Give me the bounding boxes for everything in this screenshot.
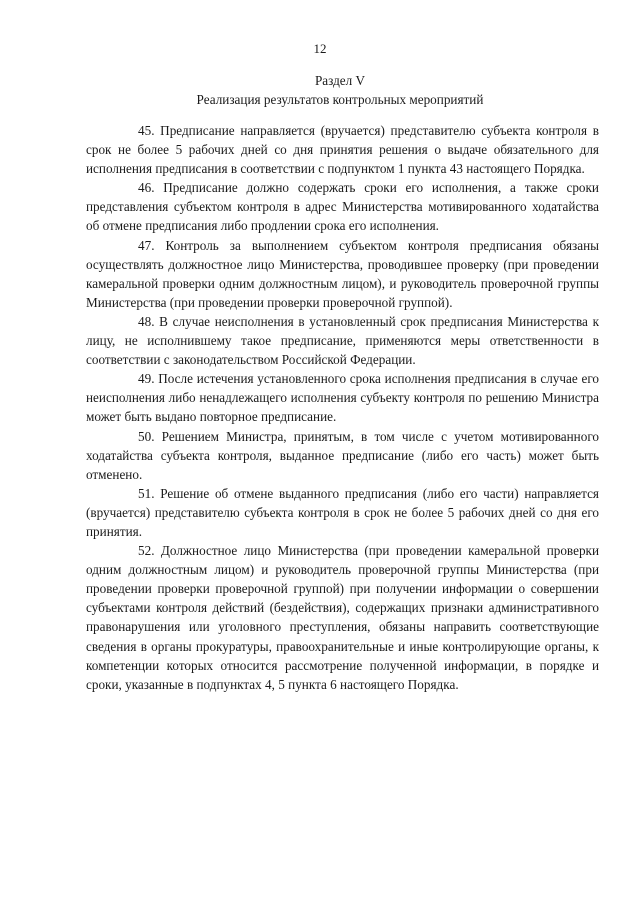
paragraph-46: 46. Предписание должно содержать сроки его исполнения, а также сроки представления субъектом контроля в адрес Министерства мотивированного ходатайства об отмене предписания либо продлении срока его исполнения. xyxy=(86,180,599,234)
document-body xyxy=(86,121,599,694)
section-subtitle: Реализация результатов контрольных мероприятий xyxy=(196,92,484,107)
paragraph-50: 50. Решением Министра, принятым, в том числе с учетом мотивированного ходатайства субъекта контроля, выданное предписание (либо его часть) может быть отменено. xyxy=(86,428,599,482)
page-number: 12 xyxy=(313,41,327,56)
section-title: Раздел V xyxy=(314,73,366,88)
paragraph-49: 49. После истечения установленного срока исполнения предписания в случае его неисполнения либо ненадлежащего исполнения субъекту контроля по решению Министра может быть выдано повторное предписание. xyxy=(86,371,599,425)
paragraph-51: 51. Решение об отмене выданного предписания (либо его части) направляется (вручается) представителю субъекта контроля в срок не более 5 рабочих дней со дня его принятия. xyxy=(86,485,599,539)
paragraph-48: 48. В случае неисполнения в установленный срок предписания Министерства к лицу, не исполнившему такое предписание, применяются меры ответственности в соответствии с законодательством Российской Федерации. xyxy=(86,313,599,368)
paragraph-47: 47. Контроль за выполнением субъектом контроля предписания обязаны осуществлять должностное лицо Министерства, проводившее проверку (при проведении камеральной проверки одним должностным лицом), и руководитель проверочной группы Министерства (при проведении проверки проверочной группой). xyxy=(86,237,599,310)
section-heading xyxy=(80,71,600,109)
paragraph-45: 45. Предписание направляется (вручается) представителю субъекта контроля в срок не более 5 рабочих дней со дня принятия решения о выдаче обязательного для исполнения предписания в соответствии с подпунктом 1 пункта 43 настоящего Порядка. xyxy=(86,123,599,177)
paragraph-52: 52. Должностное лицо Министерства (при проведении камеральной проверки одним должностным лицом) и руководитель проверочной группы Министерства (при проведении проверки проверочной группой) при получении информации о совершении субъектами контроля действий (бездействия), содержащих признаки административного правонарушения или уголовного преступления, обязаны направить соответствующие сведения в органы прокуратуры, правоохранительные и иные контролирующие органы, к компетенции которых относится рассмотрение полученной информации, в порядке и сроки, указанные в подпунктах 4, 5 пункта 6 настоящего Порядка. xyxy=(86,543,599,692)
